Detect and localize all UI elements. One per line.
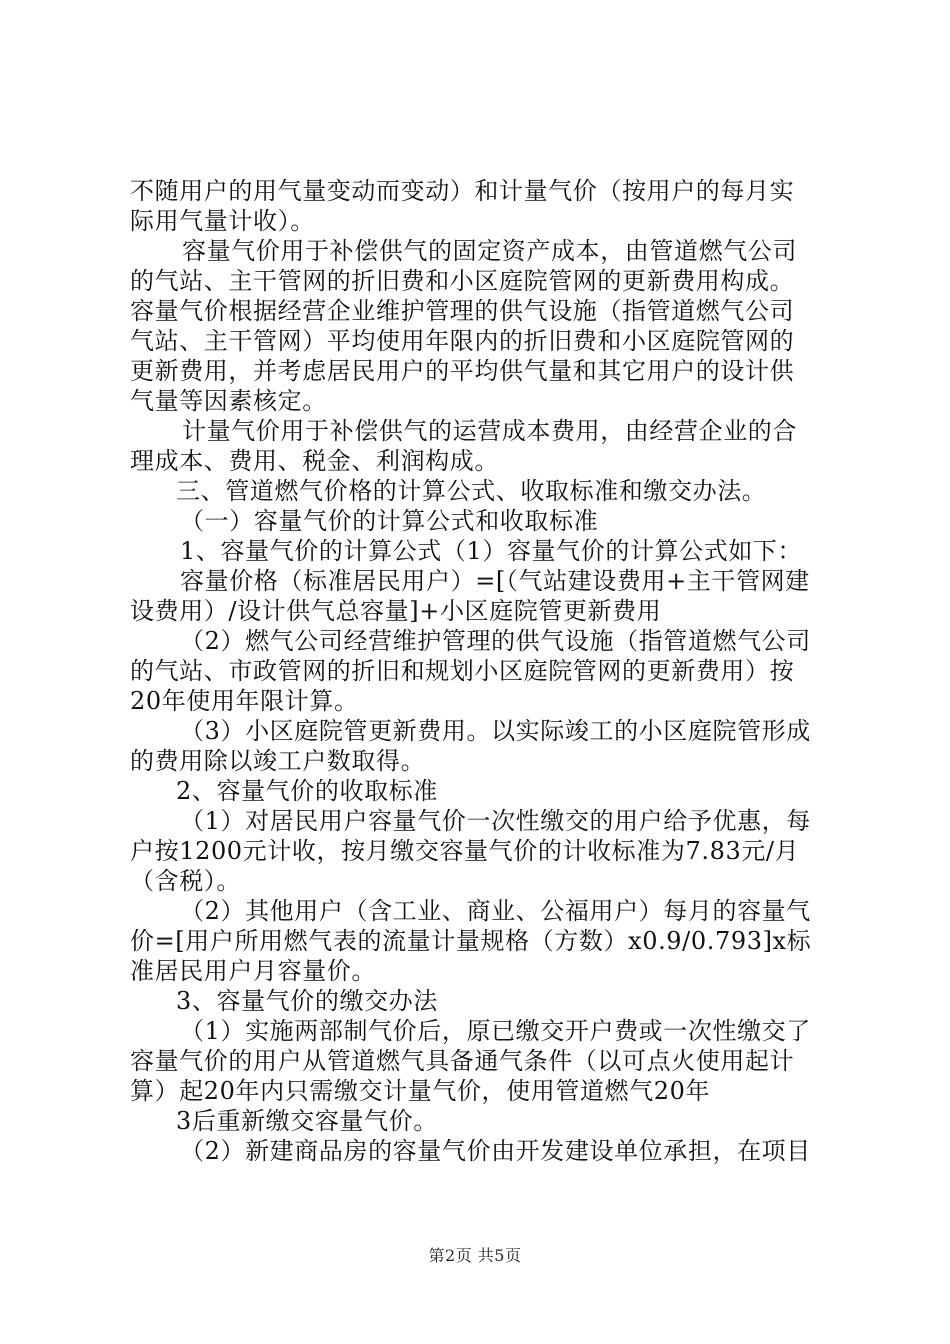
page-number-footer: 第2页 共5页 — [428, 1246, 522, 1265]
text-line: （2）新建商品房的容量气价由开发建设单位承担，在项目 — [180, 1137, 811, 1165]
formula-line: 容量价格（标准居民用户）=[（气站建设费用+主干管网建 — [180, 567, 810, 595]
text-line: （1）对居民用户容量气价一次性缴交的用户给予优惠，每 — [180, 807, 811, 835]
text-line: 气站、主干管网）平均使用年限内的折旧费和小区庭院管网的 — [130, 327, 795, 355]
text-line: 容量气价用于补偿供气的固定资产成本，由管道燃气公司 — [182, 237, 797, 265]
formula-line: 价=[用户所用燃气表的流量计量规格（方数）x0.9/0.793]x标 — [130, 927, 812, 955]
text-line: 准居民用户月容量价。 — [130, 957, 376, 985]
text-line: 计量气价用于补偿供气的运营成本费用，由经营企业的合 — [182, 417, 797, 445]
text-line: （含税）。 — [130, 867, 241, 895]
subsection-heading: 3、容量气价的缴交办法 — [176, 987, 438, 1015]
formula-line: 设费用）/设计供气总容量]+小区庭院管更新费用 — [130, 597, 662, 625]
subsection-heading: 2、容量气价的收取标准 — [176, 777, 438, 805]
text-line: 算）起20年内只需缴交计量气价，使用管道燃气20年 — [130, 1077, 711, 1105]
text-line: 1、容量气价的计算公式（1）容量气价的计算公式如下： — [180, 537, 803, 565]
text-line: 20年使用年限计算。 — [130, 687, 359, 715]
text-line: （3）小区庭院管更新费用。以实际竣工的小区庭院管形成 — [180, 717, 811, 745]
text-line: 的气站、主干管网的折旧费和小区庭院管网的更新费用构成。 — [130, 267, 795, 295]
text-line: 气量等因素核定。 — [130, 387, 327, 415]
text-line: 容量气价根据经营企业维护管理的供气设施（指管道燃气公司 — [130, 297, 795, 325]
text-line: （2）燃气公司经营维护管理的供气设施（指管道燃气公司 — [180, 627, 811, 655]
text-line: 的气站、市政管网的折旧和规划小区庭院管网的更新费用）按 — [130, 657, 795, 685]
text-line: 3后重新缴交容量气价。 — [176, 1107, 438, 1135]
text-line: 户按1200元计收，按月缴交容量气价的计收标准为7.83元/月 — [130, 837, 800, 865]
text-line: 更新费用，并考虑居民用户的平均供气量和其它用户的设计供 — [130, 357, 795, 385]
subsection-heading: （一）容量气价的计算公式和收取标准 — [180, 507, 599, 535]
text-line: 的费用除以竣工户数取得。 — [130, 747, 426, 775]
text-line: 理成本、费用、税金、利润构成。 — [130, 447, 499, 475]
text-line: （2）其他用户（含工业、商业、公福用户）每月的容量气 — [180, 897, 811, 925]
section-heading: 三、管道燃气价格的计算公式、收取标准和缴交办法。 — [176, 477, 767, 505]
text-line: 不随用户的用气量变动而变动）和计量气价（按用户的每月实 — [130, 177, 795, 205]
text-line: （1）实施两部制气价后，原已缴交开户费或一次性缴交了 — [180, 1017, 811, 1045]
text-line: 际用气量计收）。 — [130, 207, 315, 235]
text-line: 容量气价的用户从管道燃气具备通气条件（以可点火使用起计 — [130, 1047, 795, 1075]
